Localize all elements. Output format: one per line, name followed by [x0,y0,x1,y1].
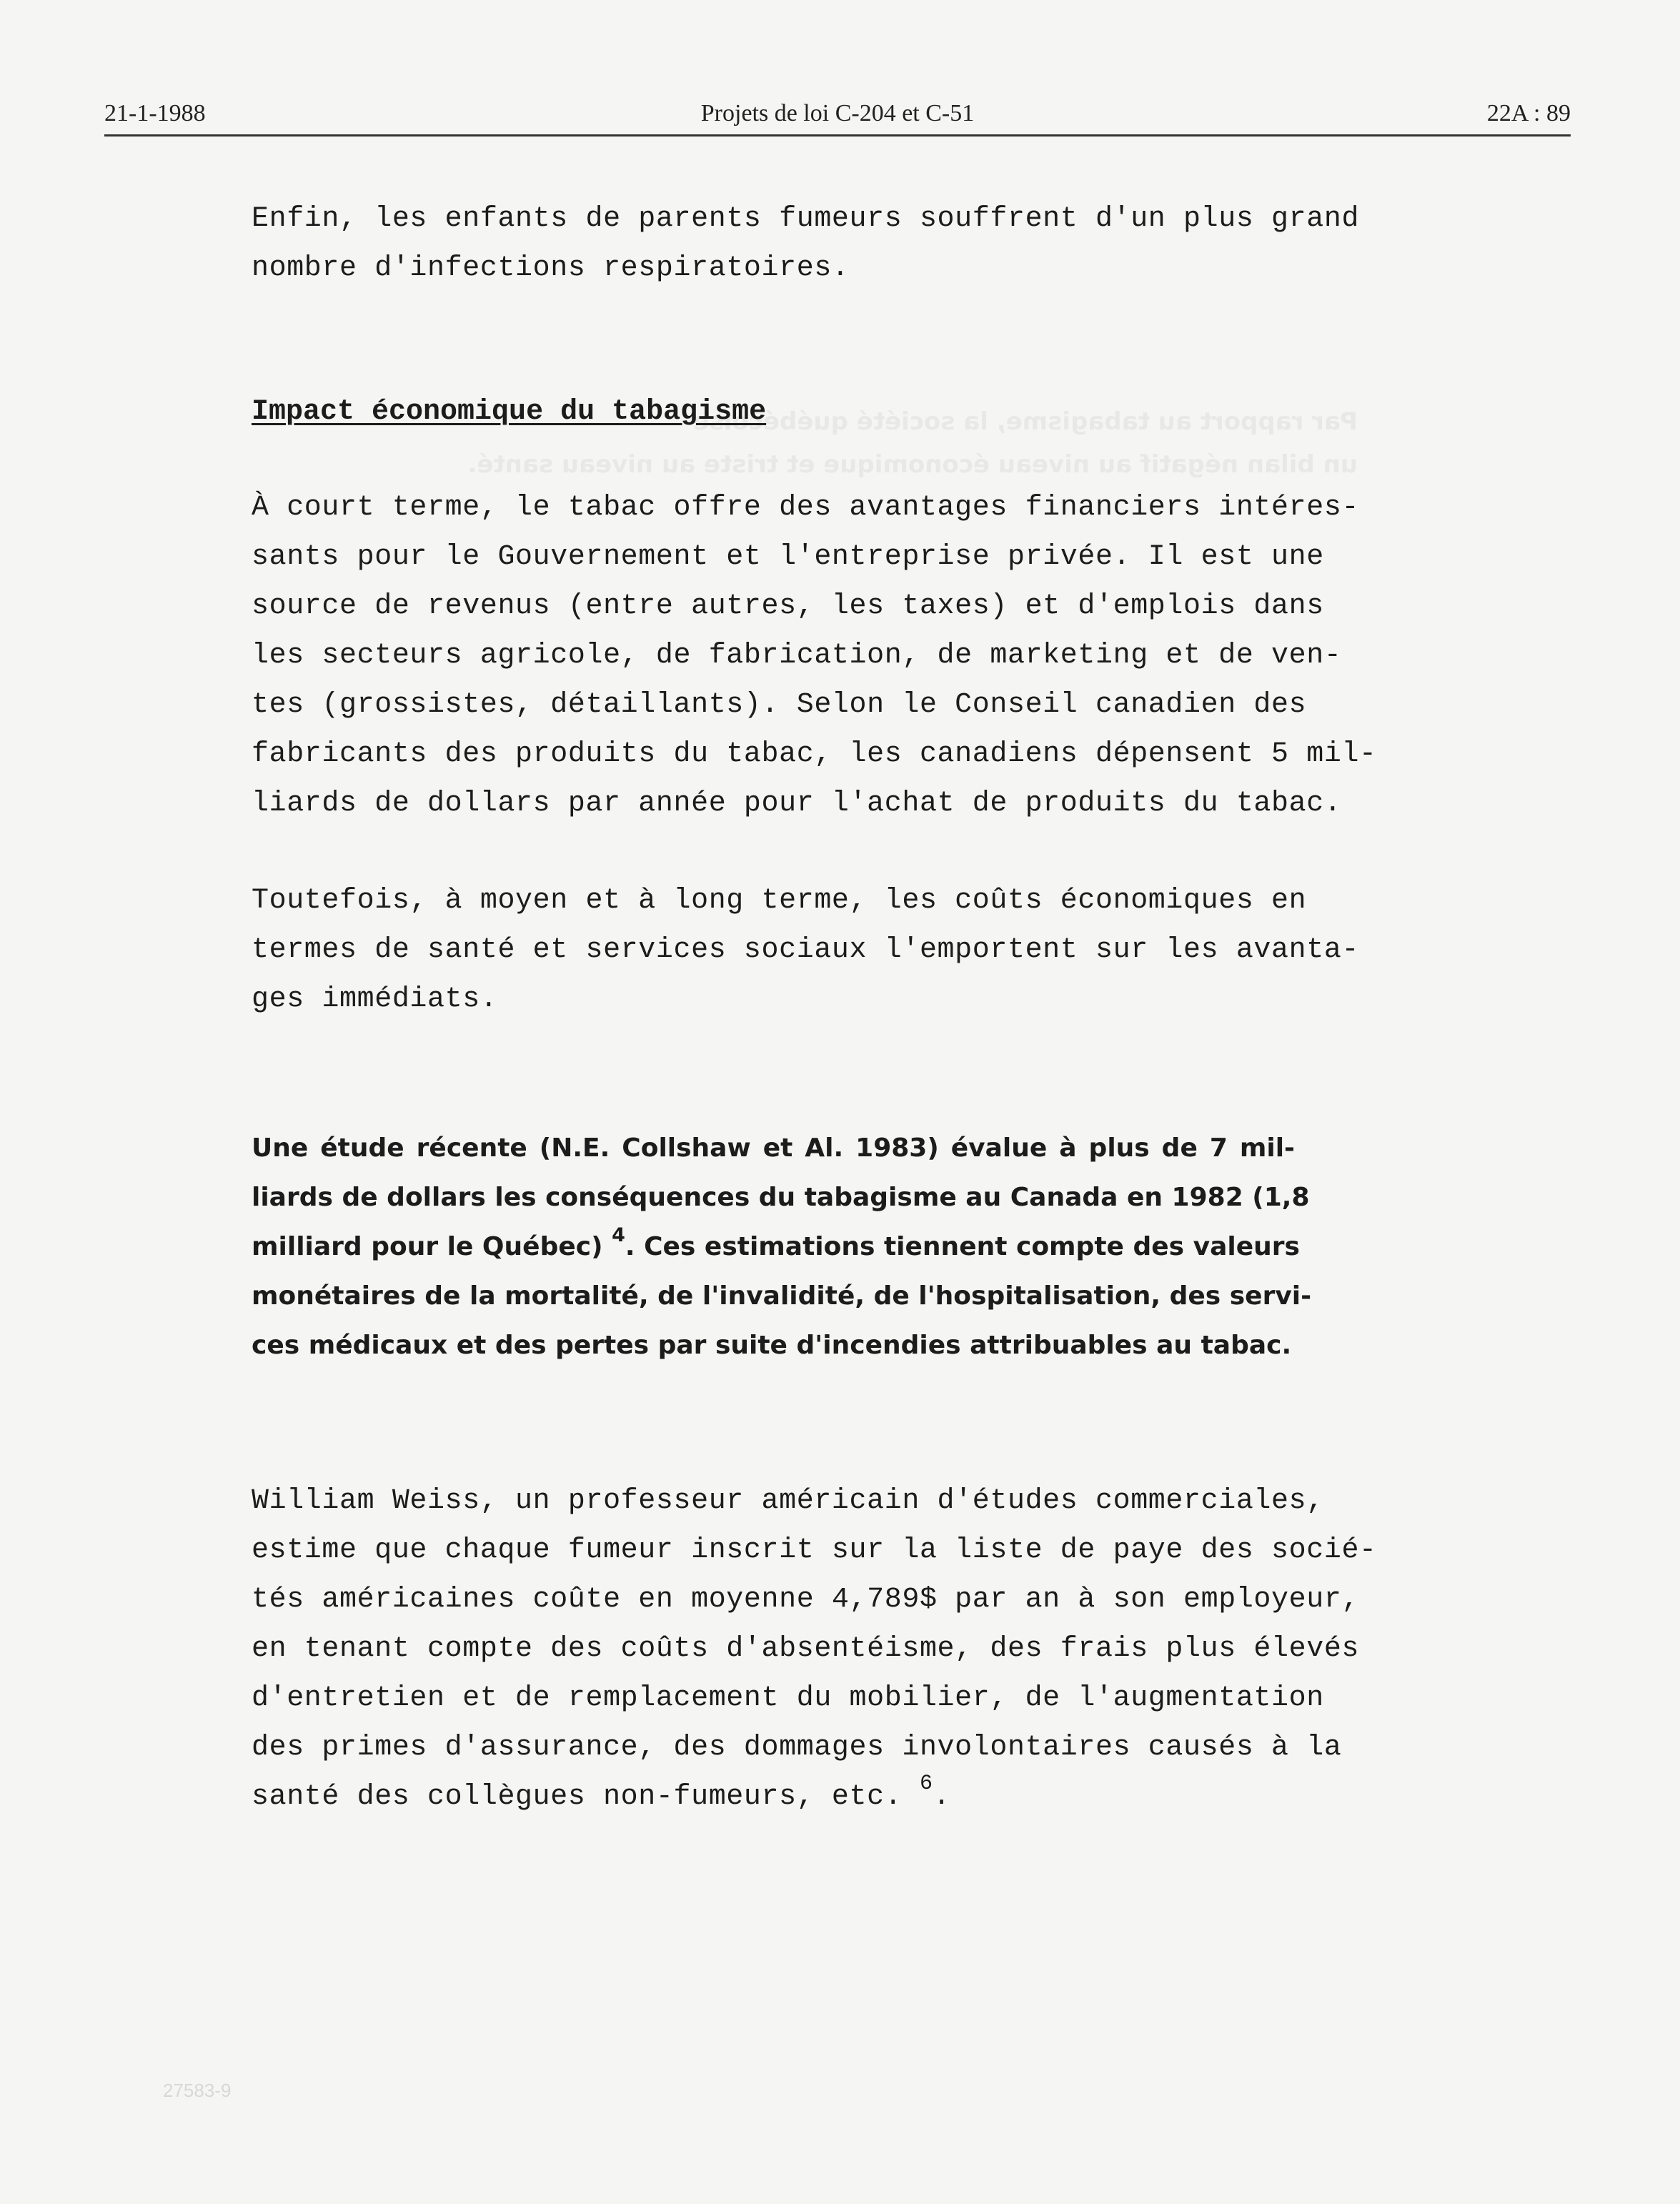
header-title: Projets de loi C-204 et C-51 [700,100,975,126]
text-line: ges immédiats. [252,983,498,1016]
text-line: des primes d'assurance, des dommages involontaires causés à la [252,1732,1342,1764]
text-line: termes de santé et services sociaux l'emportent sur les avanta- [252,934,1360,966]
page-stamp: 27583-9 [163,2080,232,2101]
text-line [252,1222,1300,1271]
header-rule [104,134,1571,136]
intro-paragraph [252,194,1360,293]
text-line: source de revenus (entre autres, les taxes) et d'emplois dans [252,590,1324,622]
text-line: Enfin, les enfants de parents fumeurs souffrent d'un plus grand [252,203,1360,235]
bleed-line: un bilan négatif au niveau économique et triste au niveau santé. [467,450,1358,479]
text-line: d'entretien et de remplacement du mobilier, de l'augmentation [252,1682,1324,1714]
footnote-reference: 4 [612,1224,625,1247]
section-heading: Impact économique du tabagisme [252,396,767,428]
page-header [104,100,1571,133]
text-fragment: . Ces estimations tiennent compte des valeurs [625,1232,1300,1261]
text-line: Une étude récente (N.E. Collshaw et Al. 1983) évalue à plus de 7 mil- [252,1133,1295,1163]
header-date: 21-1-1988 [104,100,206,126]
footnote-reference: 6 [919,1772,933,1796]
text-line: sants pour le Gouvernement et l'entreprise privée. Il est une [252,541,1324,573]
text-line: À court terme, le tabac offre des avantages financiers intéres- [252,492,1360,524]
header-page-number: 22A : 89 [1486,100,1571,126]
text-fragment: santé des collègues non-fumeurs, etc. [252,1781,920,1813]
text-line: les secteurs agricole, de fabrication, de marketing et de ven- [252,640,1342,672]
text-fragment: . [933,1781,951,1813]
text-line: ces médicaux et des pertes par suite d'incendies attribuables au tabac. [252,1331,1292,1360]
text-line: liards de dollars par année pour l'achat de produits du tabac. [252,788,1342,820]
study-paragraph [252,1123,1312,1370]
short-term-paragraph [252,483,1377,828]
text-line: en tenant compte des coûts d'absentéisme, des frais plus élevés [252,1633,1360,1665]
text-line: monétaires de la mortalité, de l'invalidité, de l'hospitalisation, des servi- [252,1281,1312,1311]
text-line: fabricants des produits du tabac, les canadiens dépensent 5 mil- [252,738,1377,770]
text-line: estime que chaque fumeur inscrit sur la liste de paye des socié- [252,1534,1377,1567]
weiss-paragraph [252,1476,1377,1822]
bleed-line: Par rapport au tabagisme, la société québécoise [692,407,1358,436]
long-term-paragraph [252,876,1360,1024]
text-line: William Weiss, un professeur américain d'études commerciales, [252,1485,1324,1517]
text-line [252,1772,1295,1822]
text-line: nombre d'infections respiratoires. [252,252,850,284]
text-line: Toutefois, à moyen et à long terme, les coûts économiques en [252,885,1307,917]
text-line: tés américaines coûte en moyenne 4,789$ par an à son employeur, [252,1584,1360,1616]
text-line: tes (grossistes, détaillants). Selon le Conseil canadien des [252,689,1307,721]
text-line: liards de dollars les conséquences du tabagisme au Canada en 1982 (1,8 [252,1183,1310,1212]
text-fragment: milliard pour le Québec) [252,1232,612,1261]
